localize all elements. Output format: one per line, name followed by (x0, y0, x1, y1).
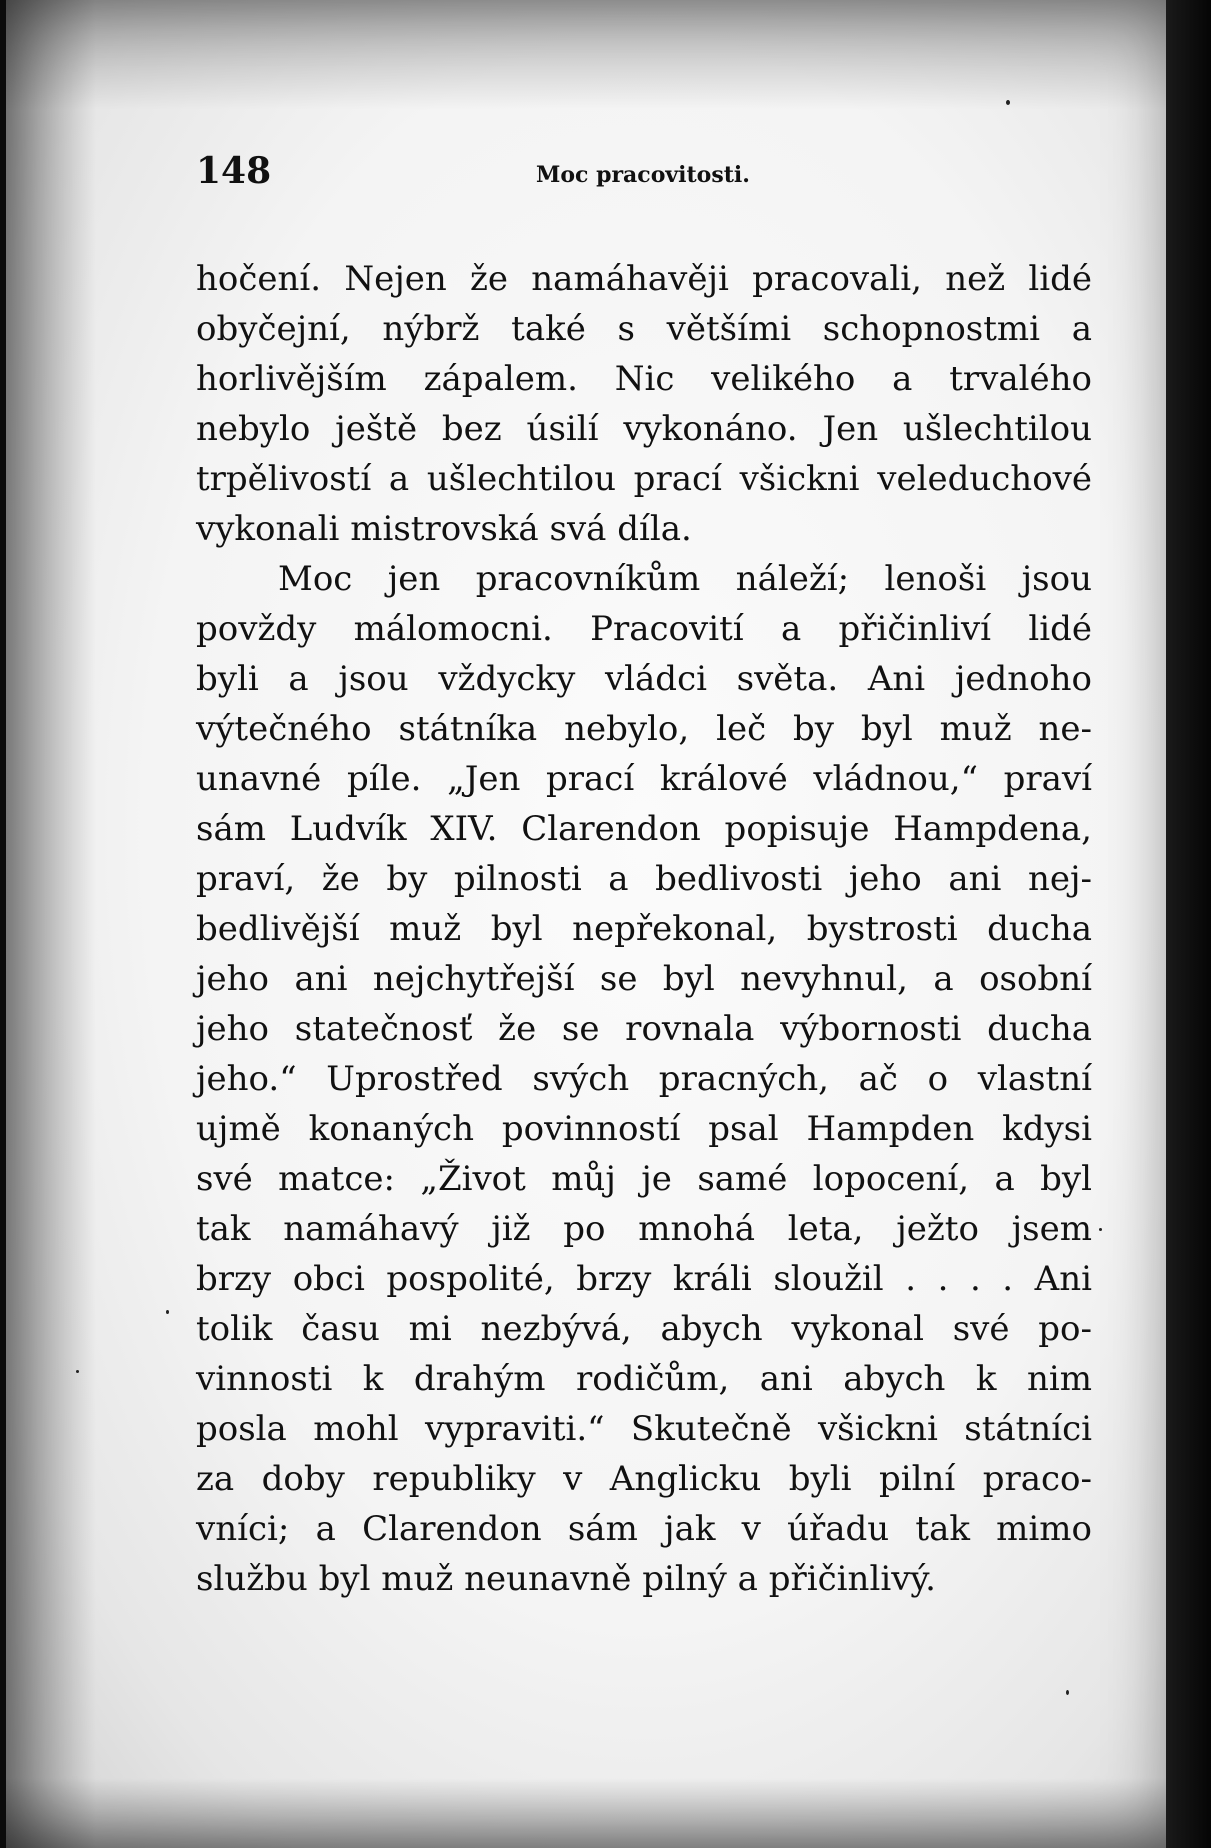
text-line: Moc jen pracovníkům náleží; lenoši jsou (278, 559, 1092, 599)
text-line: ujmě konaných povinností psal Hampden kdysi (196, 1109, 1092, 1149)
text-line: byli a jsou vždycky vládci světa. Ani jednoho (196, 659, 1092, 699)
text-line: službu byl muž neunavně pilný a přičinlivý. (196, 1559, 936, 1599)
text-line: jeho.“ Uprostřed svých pracných, ač o vlastní (196, 1059, 1092, 1099)
binding-shadow (6, 0, 96, 1848)
text-line: jeho statečnosť že se rovnala výbornosti ducha (196, 1009, 1092, 1049)
text-line: vykonali mistrovská svá díla. (196, 509, 692, 549)
text-line: sám Ludvík XIV. Clarendon popisuje Hampdena, (196, 809, 1092, 849)
text-line: hočení. Nejen že namáhavěji pracovali, než lidé (196, 259, 1092, 299)
text-line: obyčejní, nýbrž také s většími schopnostmi a (196, 309, 1092, 349)
running-title: Moc pracovitosti. (536, 162, 750, 188)
text-line: své matce: „Život můj je samé lopocení, a byl (196, 1159, 1092, 1199)
text-line: povždy málomocni. Pracovití a přičinliví lidé (196, 609, 1092, 649)
scan-speck (1099, 1228, 1102, 1231)
text-line: horlivějším zápalem. Nic velikého a trvalého (196, 359, 1092, 399)
text-line: brzy obci pospolité, brzy králi sloužil . . . . Ani (196, 1259, 1092, 1299)
text-line: bedlivější muž byl nepřekonal, bystrosti ducha (196, 909, 1092, 949)
text-line: tolik času mi nezbývá, abych vykonal své po- (196, 1309, 1092, 1349)
scan-speck (166, 1310, 169, 1314)
text-line: za doby republiky v Anglicku byli pilní praco- (196, 1459, 1092, 1499)
scan-speck (76, 1370, 79, 1373)
page-number: 148 (196, 150, 272, 192)
text-line: vníci; a Clarendon sám jak v úřadu tak mimo (196, 1509, 1092, 1549)
text-line: praví, že by pilnosti a bedlivosti jeho ani nej- (196, 859, 1092, 899)
text-line: nebylo ještě bez úsilí vykonáno. Jen ušlechtilou (196, 409, 1092, 449)
text-line: trpělivostí a ušlechtilou prací všickni veleduchové (196, 459, 1092, 499)
text-line: tak namáhavý již po mnohá leta, ježto jsem (196, 1209, 1092, 1249)
body-text (196, 254, 1092, 1604)
top-edge-shadow (6, 0, 1172, 110)
bottom-edge-shadow (6, 1778, 1172, 1848)
text-line: posla mohl vypraviti.“ Skutečně všickni státníci (196, 1409, 1092, 1449)
page-header (196, 150, 1096, 200)
text-line: unavné píle. „Jen prací králové vládnou,“ praví (196, 759, 1092, 799)
text-line: výtečného státníka nebylo, leč by byl muž ne- (196, 709, 1092, 749)
scan-speck (1006, 100, 1010, 105)
paper-sheet (6, 0, 1166, 1848)
text-line: vinnosti k drahým rodičům, ani abych k nim (196, 1359, 1092, 1399)
scanner-edge (1166, 0, 1211, 1848)
scan-speck (1066, 1690, 1069, 1695)
text-line: jeho ani nejchytřejší se byl nevyhnul, a osobní (196, 959, 1092, 999)
